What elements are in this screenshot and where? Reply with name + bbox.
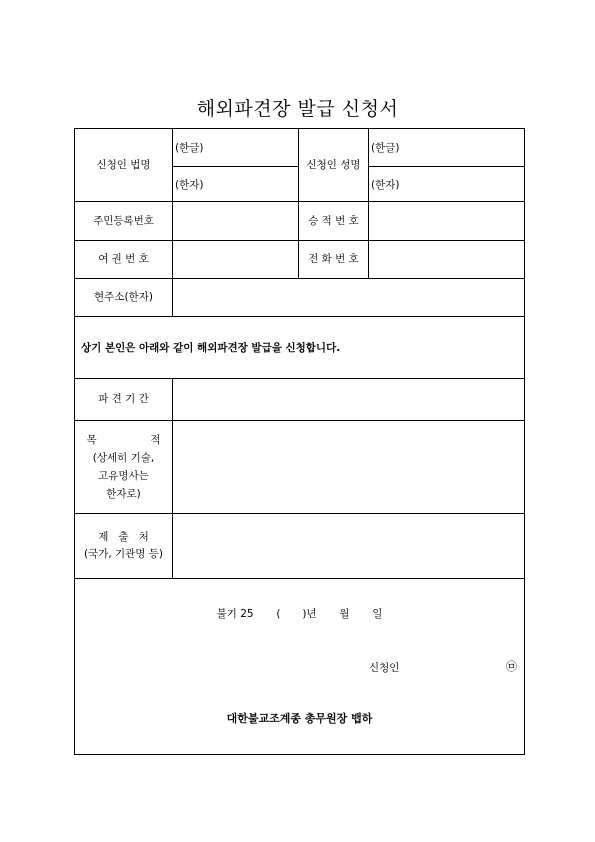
person-name-hanja-field[interactable]: [369, 167, 525, 202]
resident-no-label: 주민등록번호: [75, 202, 173, 241]
hanja-label: (한자): [175, 178, 204, 191]
date-day: 일: [372, 608, 383, 620]
purpose-field[interactable]: [173, 421, 525, 514]
purpose-note-1: (상세히 기술,: [92, 452, 155, 464]
application-form: [74, 128, 525, 755]
purpose-label: [75, 421, 173, 514]
phone-no-label: 전 화 번 호: [299, 241, 369, 279]
monk-no-field[interactable]: [369, 202, 525, 241]
submit-to-label: [75, 514, 173, 579]
purpose-label-a: 목: [86, 434, 97, 446]
hangul-label: (한글): [175, 142, 204, 154]
purpose-note-2: 고유명사는: [98, 470, 149, 482]
hangul-label: (한글): [371, 142, 400, 154]
monk-no-label: 승 적 번 호: [299, 202, 369, 241]
date-year-suffix: )년: [302, 608, 317, 620]
date-month: 월: [339, 608, 350, 620]
date-open-paren: (: [276, 608, 281, 620]
org-name-hangul-field[interactable]: [173, 129, 299, 167]
period-label: 파 견 기 간: [75, 379, 173, 421]
declaration-text: 상기 본인은 아래와 같이 해외파견장 발급을 신청합니다.: [75, 317, 525, 379]
date-prefix: 불기 25: [216, 608, 254, 620]
org-name-hanja-field[interactable]: [173, 167, 299, 202]
submit-to-note: (국가, 기관명 등): [83, 548, 164, 560]
seal-icon: ㉤: [506, 660, 517, 673]
address-field[interactable]: [173, 279, 525, 317]
address-label: 현주소(한자): [75, 279, 173, 317]
purpose-label-b: 적: [150, 434, 161, 446]
purpose-note-3: 한자로): [106, 488, 141, 500]
resident-no-field[interactable]: [173, 202, 299, 241]
submit-to-title: 제 출 처: [98, 531, 149, 543]
addressee: 대한불교조계종 총무원장 뱁하: [226, 712, 373, 725]
form-title: 해외파견장 발급 신청서: [196, 98, 399, 120]
period-field[interactable]: [173, 379, 525, 421]
passport-no-label: 여 권 번 호: [75, 241, 173, 279]
hanja-label: (한자): [371, 178, 400, 191]
date-line: [75, 606, 524, 621]
person-name-hangul-field[interactable]: [369, 129, 525, 167]
person-name-label: 신청인 성명: [299, 129, 369, 202]
signature-section: [75, 579, 525, 755]
applicant-label: 신청인: [369, 662, 400, 674]
org-name-label: 신청인 법명: [75, 129, 173, 202]
phone-no-field[interactable]: [369, 241, 525, 279]
submit-to-field[interactable]: [173, 514, 525, 579]
passport-no-field[interactable]: [173, 241, 299, 279]
